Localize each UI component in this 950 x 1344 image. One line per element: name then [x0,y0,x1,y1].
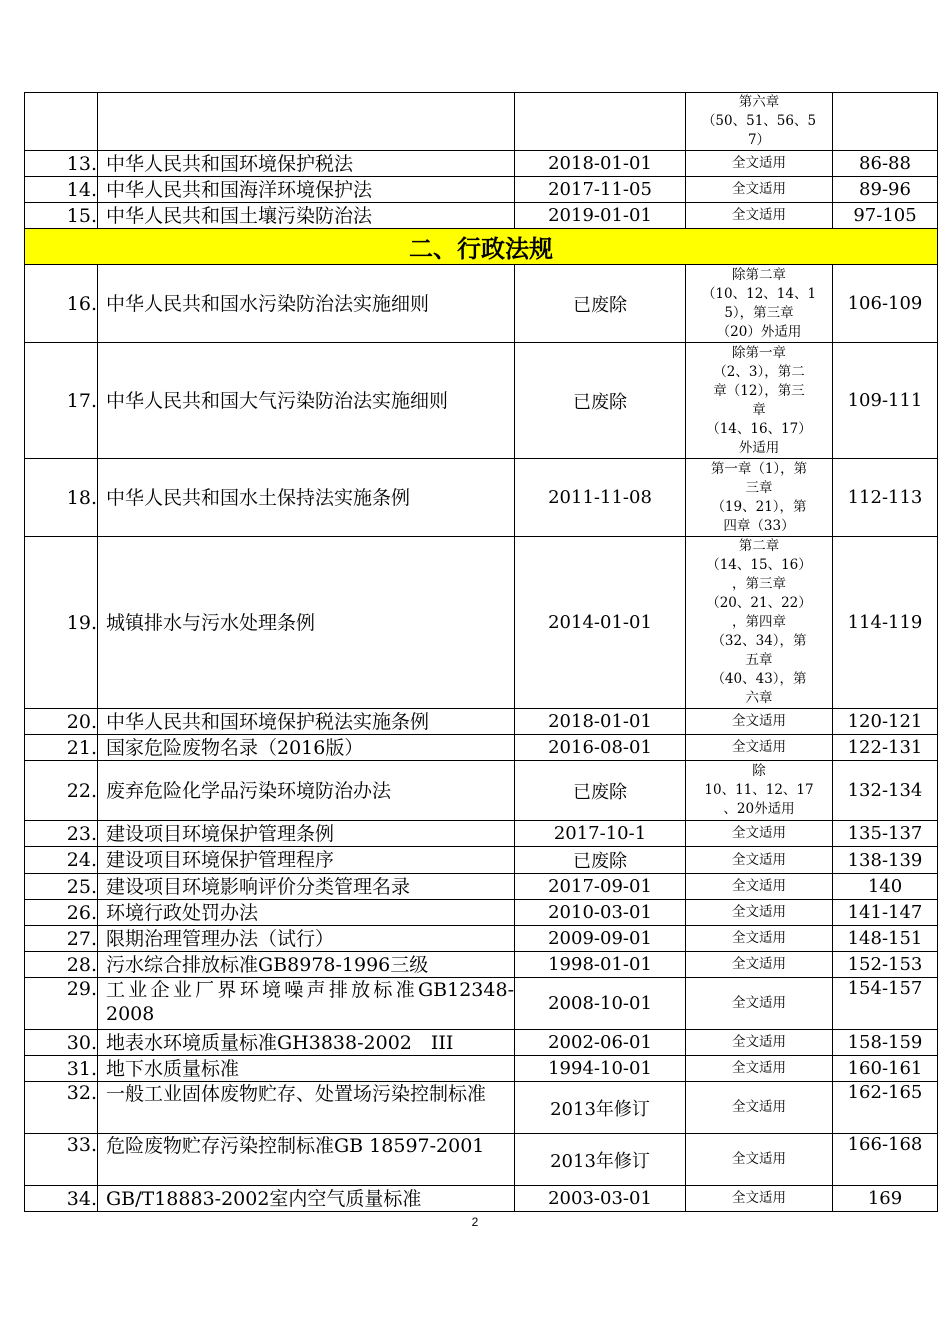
scope-line: 除第一章 [732,344,786,361]
law-name: 中华人民共和国环境保护税法实施条例 [98,709,515,735]
law-name: 建设项目环境保护管理条例 [98,821,515,847]
effective-date: 2009-09-01 [515,926,686,952]
row-number: 22. [25,761,98,821]
row-number [25,93,98,151]
page-range: 141-147 [833,900,938,926]
page-range: 158-159 [833,1030,938,1056]
law-name: 中华人民共和国环境保护税法 [98,151,515,177]
law-name: 中华人民共和国大气污染防治法实施细则 [98,343,515,459]
scope-line: （2、3），第二 [713,363,805,380]
row-number: 25. [25,874,98,900]
effective-date: 2013年修订 [515,1082,686,1134]
effective-date: 2002-06-01 [515,1030,686,1056]
scope-line: 全文适用 [732,851,786,868]
law-name: 建设项目环境影响评价分类管理名录 [98,874,515,900]
effective-date: 已废除 [515,343,686,459]
scope-line: 三章 [745,479,773,496]
table-body-part2 [25,265,938,1212]
page-number: 2 [471,1215,479,1229]
table-row [25,821,938,847]
scope-line: 全文适用 [732,155,786,171]
row-number: 14. [25,177,98,203]
scope-line: （50、51、56、5 [701,113,817,129]
row-number: 13. [25,151,98,177]
scope-line: 全文适用 [732,930,786,946]
scope-line: 全文适用 [732,207,786,223]
scope-line: （14、16、17） [706,420,812,437]
law-name: 限期治理管理办法（试行） [98,926,515,952]
applicable-scope [686,1186,833,1212]
scope-line: （14、15、16） [706,557,812,573]
scope-line: 全文适用 [732,956,786,972]
scope-line: 五章 [745,652,773,668]
effective-date: 2010-03-01 [515,900,686,926]
scope-line: （10、12、14、1 [701,285,817,302]
applicable-scope [686,735,833,761]
law-name: 环境行政处罚办法 [98,900,515,926]
applicable-scope [686,177,833,203]
scope-line: 章 [752,401,766,418]
row-number: 18. [25,459,98,537]
scope-line: 全文适用 [732,1060,786,1076]
scope-line: （20）外适用 [716,323,802,340]
scope-line: 全文适用 [732,904,786,920]
scope-line: 7） [747,132,771,148]
scope-line: 、20外适用 [723,801,795,817]
effective-date [515,93,686,151]
scope-line: ，第四章 [732,614,786,630]
scope-line: 全文适用 [732,995,786,1011]
law-name: 城镇排水与污水处理条例 [98,537,515,709]
page-range: 140 [833,874,938,900]
section-title: 二、行政法规 [25,229,938,265]
effective-date: 已废除 [515,265,686,343]
law-name: 危险废物贮存污染控制标准GB 18597-2001 [98,1134,515,1186]
row-number: 33. [25,1134,98,1186]
row-number: 30. [25,1030,98,1056]
applicable-scope [686,343,833,459]
law-name: 污水综合排放标准GB8978-1996三级 [98,952,515,978]
effective-date: 2011-11-08 [515,459,686,537]
page-range: 148-151 [833,926,938,952]
scope-line: 全文适用 [732,1099,786,1115]
applicable-scope [686,1030,833,1056]
page-range: 120-121 [833,709,938,735]
table-body-part1 [25,93,938,229]
page-range: 152-153 [833,952,938,978]
effective-date: 2019-01-01 [515,203,686,229]
scope-line: 10、11、12、17 [704,782,814,798]
applicable-scope [686,151,833,177]
page-range: 135-137 [833,821,938,847]
effective-date: 2016-08-01 [515,735,686,761]
table-row [25,1030,938,1056]
page-range: 169 [833,1186,938,1212]
scope-line: 全文适用 [732,181,786,197]
scope-line: ，第三章 [732,576,786,592]
law-name: 国家危险废物名录（2016版） [98,735,515,761]
table-row [25,537,938,709]
table-row [25,1056,938,1082]
applicable-scope [686,1134,833,1186]
page-range: 154-157 [833,978,938,1030]
law-name: 中华人民共和国水污染防治法实施细则 [98,265,515,343]
row-number: 34. [25,1186,98,1212]
table-row [25,735,938,761]
effective-date: 已废除 [515,847,686,874]
page-range: 122-131 [833,735,938,761]
effective-date: 2013年修订 [515,1134,686,1186]
page-range: 160-161 [833,1056,938,1082]
section-body [25,229,938,265]
effective-date: 2017-09-01 [515,874,686,900]
law-name: 地下水质量标准 [98,1056,515,1082]
applicable-scope [686,93,833,151]
row-number: 29. [25,978,98,1030]
scope-line: 5），第三章 [724,304,794,321]
law-name: 地表水环境质量标准GH3838-2002 III [98,1030,515,1056]
effective-date: 2018-01-01 [515,709,686,735]
scope-line: 全文适用 [732,1034,786,1050]
effective-date: 2018-01-01 [515,151,686,177]
table-row [25,203,938,229]
page-range: 112-113 [833,459,938,537]
applicable-scope [686,203,833,229]
scope-line: 全文适用 [732,878,786,894]
law-name: 一般工业固体废物贮存、处置场污染控制标准 [98,1082,515,1134]
scope-line: （20、21、22） [706,595,812,611]
effective-date: 2003-03-01 [515,1186,686,1212]
law-name: 中华人民共和国海洋环境保护法 [98,177,515,203]
page-range: 138-139 [833,847,938,874]
applicable-scope [686,821,833,847]
table-row [25,177,938,203]
law-name [98,93,515,151]
applicable-scope [686,265,833,343]
table-row [25,343,938,459]
table-row [25,709,938,735]
page-range: 97-105 [833,203,938,229]
effective-date: 2017-11-05 [515,177,686,203]
effective-date: 2014-01-01 [515,537,686,709]
scope-line: 第一章（1），第 [710,460,808,477]
table-row [25,1082,938,1134]
scope-line: 外适用 [738,439,780,456]
scope-line: 四章（33） [723,517,795,534]
scope-line: 除第二章 [732,266,786,283]
effective-date: 已废除 [515,761,686,821]
applicable-scope [686,847,833,874]
row-number: 21. [25,735,98,761]
effective-date: 2017-10-1 [515,821,686,847]
applicable-scope [686,761,833,821]
scope-line: 六章 [745,690,773,706]
table-row [25,459,938,537]
scope-line: 全文适用 [732,825,786,841]
applicable-scope [686,874,833,900]
scope-line: （40、43），第 [711,671,807,687]
row-number: 31. [25,1056,98,1082]
row-number: 15. [25,203,98,229]
scope-line: （32、34），第 [711,633,807,649]
table-row [25,265,938,343]
row-number: 27. [25,926,98,952]
page-range: 166-168 [833,1134,938,1186]
table-row [25,93,938,151]
table-row [25,900,938,926]
page-range [833,93,938,151]
effective-date: 1998-01-01 [515,952,686,978]
table-row [25,874,938,900]
row-number: 23. [25,821,98,847]
applicable-scope [686,537,833,709]
row-number: 16. [25,265,98,343]
page-range: 106-109 [833,265,938,343]
applicable-scope [686,459,833,537]
row-number: 17. [25,343,98,459]
table-row [25,761,938,821]
scope-line: 章（12），第三 [713,382,805,399]
effective-date: 1994-10-01 [515,1056,686,1082]
law-name-text: 工业企业厂界环境噪声排放标准GB12348-2008 [106,979,514,1025]
page-range: 132-134 [833,761,938,821]
page-range: 86-88 [833,151,938,177]
effective-date: 2008-10-01 [515,978,686,1030]
scope-line: （19、21），第 [711,498,807,515]
scope-line: 第二章 [738,538,780,554]
scope-line: 全文适用 [732,1190,786,1206]
row-number: 26. [25,900,98,926]
applicable-scope [686,926,833,952]
row-number: 19. [25,537,98,709]
table-row [25,847,938,874]
row-number: 32. [25,1082,98,1134]
applicable-scope [686,978,833,1030]
scope-line: 全文适用 [732,713,786,729]
law-name: GB/T18883-2002室内空气质量标准 [98,1186,515,1212]
law-name: 中华人民共和国水土保持法实施条例 [98,459,515,537]
applicable-scope [686,1082,833,1134]
law-name: 建设项目环境保护管理程序 [98,847,515,874]
page-range: 114-119 [833,537,938,709]
applicable-scope [686,709,833,735]
table-row [25,1134,938,1186]
applicable-scope [686,900,833,926]
scope-line: 除 [752,763,766,779]
regulations-table [24,92,938,1212]
law-name: 废弃危险化学品污染环境防治办法 [98,761,515,821]
scope-line: 第六章 [738,94,780,110]
scope-line: 全文适用 [732,1151,786,1167]
row-number: 28. [25,952,98,978]
table-row [25,1186,938,1212]
applicable-scope [686,952,833,978]
applicable-scope [686,1056,833,1082]
page-range: 109-111 [833,343,938,459]
row-number: 24. [25,847,98,874]
law-name: 中华人民共和国土壤污染防治法 [98,203,515,229]
page-range: 89-96 [833,177,938,203]
page-range: 162-165 [833,1082,938,1134]
row-number: 20. [25,709,98,735]
table-row [25,926,938,952]
table-row [25,952,938,978]
law-name [98,978,515,1030]
scope-line: 全文适用 [732,739,786,755]
table-row [25,151,938,177]
section-header-row [25,229,938,265]
table-row [25,978,938,1030]
